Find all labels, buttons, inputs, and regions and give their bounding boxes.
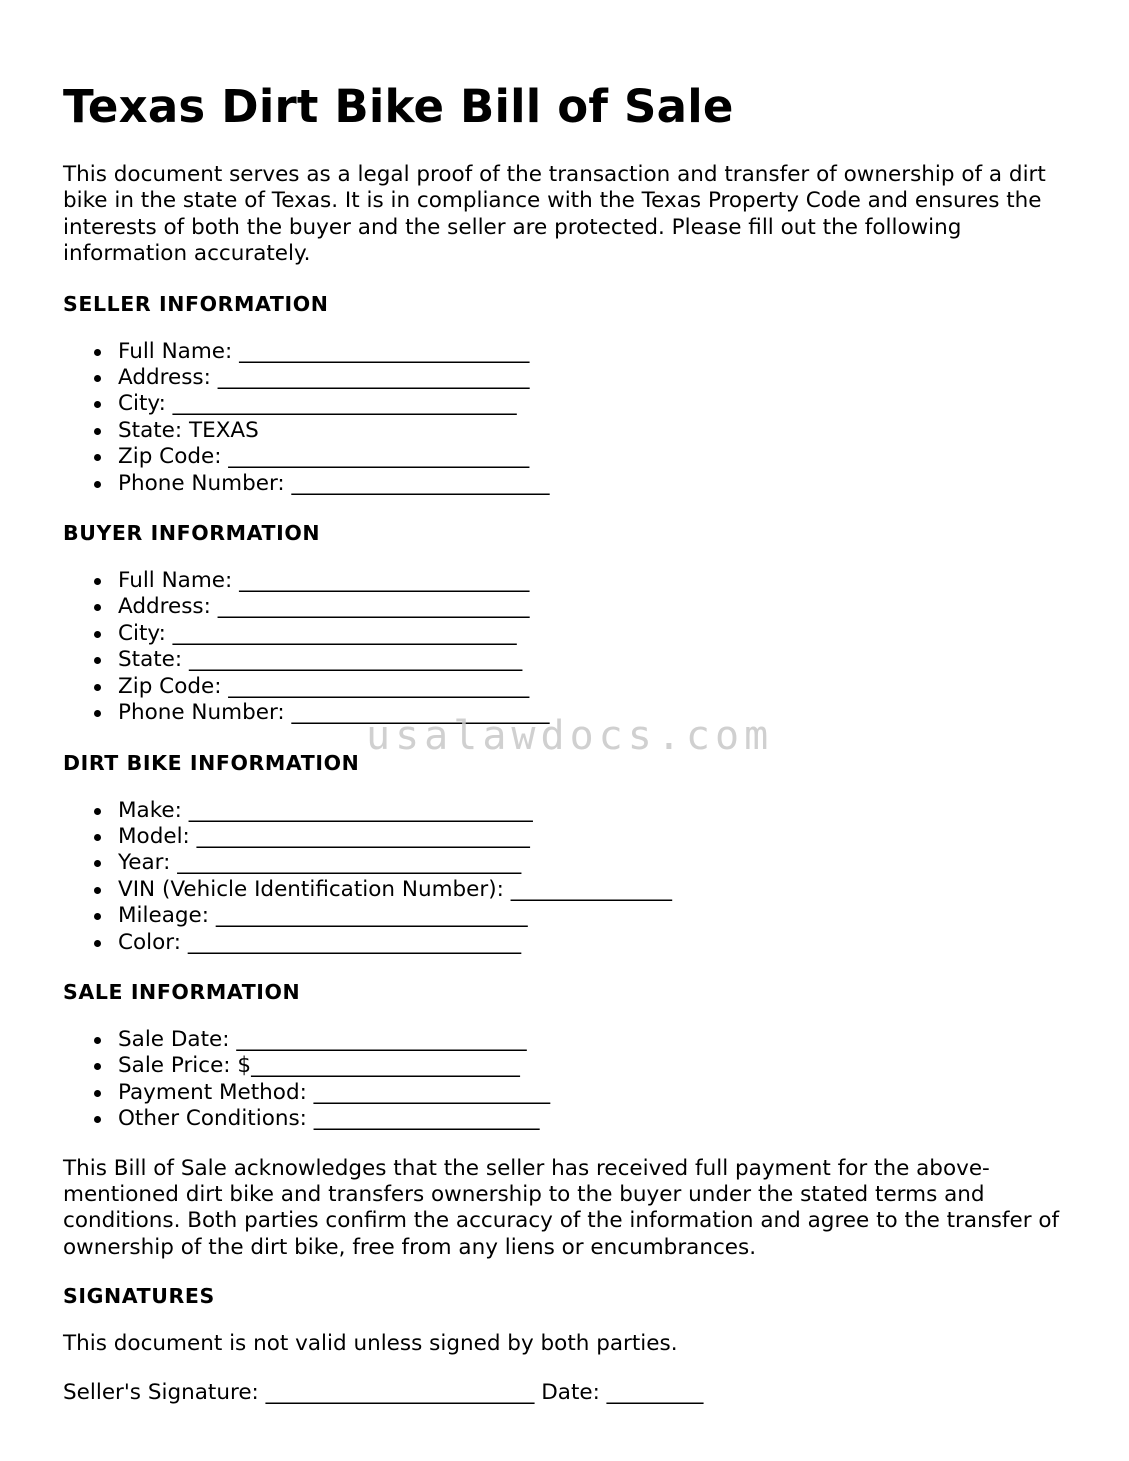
sale-date-field: Sale Date: ___________________________ bbox=[118, 1027, 1073, 1053]
sale-field-list bbox=[63, 1027, 1073, 1133]
signature-notice: This document is not valid unless signed by both parties. bbox=[63, 1331, 678, 1357]
buyer-city-field: City: ________________________________ bbox=[118, 621, 1073, 647]
bike-mileage-field: Mileage: _____________________________ bbox=[118, 903, 1073, 929]
sale-price-field: Sale Price: $_________________________ bbox=[118, 1053, 1073, 1079]
bike-vin-field: VIN (Vehicle Identification Number): _______________ bbox=[118, 877, 1073, 903]
seller-field-list bbox=[63, 339, 1073, 497]
document-title: Texas Dirt Bike Bill of Sale bbox=[63, 80, 734, 133]
watermark: usalawdocs.com bbox=[366, 713, 774, 759]
buyer-full-name-field: Full Name: ___________________________ bbox=[118, 568, 1073, 594]
buyer-zip-field: Zip Code: ____________________________ bbox=[118, 674, 1073, 700]
bike-field-list bbox=[63, 798, 1073, 956]
seller-zip-field: Zip Code: ____________________________ bbox=[118, 444, 1073, 470]
seller-state-field: State: TEXAS bbox=[118, 418, 1073, 444]
seller-full-name-field: Full Name: ___________________________ bbox=[118, 339, 1073, 365]
buyer-section-heading: BUYER INFORMATION bbox=[63, 521, 321, 546]
bike-make-field: Make: ________________________________ bbox=[118, 798, 1073, 824]
bike-year-field: Year: ________________________________ bbox=[118, 850, 1073, 876]
buyer-phone-field: Phone Number: ________________________ bbox=[118, 700, 1073, 726]
bike-section-heading: DIRT BIKE INFORMATION bbox=[63, 750, 360, 775]
other-conditions-field: Other Conditions: _____________________ bbox=[118, 1106, 1073, 1132]
payment-method-field: Payment Method: ______________________ bbox=[118, 1080, 1073, 1106]
bike-model-field: Model: _______________________________ bbox=[118, 824, 1073, 850]
buyer-state-field: State: _______________________________ bbox=[118, 647, 1073, 673]
seller-address-field: Address: _____________________________ bbox=[118, 365, 1073, 391]
seller-signature-line: Seller's Signature: _________________________ Date: _________ bbox=[63, 1379, 704, 1405]
seller-section-heading: SELLER INFORMATION bbox=[63, 291, 329, 316]
sale-section-heading: SALE INFORMATION bbox=[63, 979, 301, 1004]
buyer-address-field: Address: _____________________________ bbox=[118, 594, 1073, 620]
intro-paragraph: This document serves as a legal proof of the transaction and transfer of ownership of a dirt bike in the state of Texas. It is in compliance with the Texas Property Code and ensures the interests of both the buyer and the seller are protected. Please fill out the following information accurately. bbox=[63, 162, 1046, 267]
seller-phone-field: Phone Number: ________________________ bbox=[118, 471, 1073, 497]
seller-city-field: City: ________________________________ bbox=[118, 391, 1073, 417]
closing-paragraph: This Bill of Sale acknowledges that the seller has received full payment for the above-mentioned dirt bike and transfers ownership to the buyer under the stated terms and conditions. Both parties confirm the accuracy of the information and agree to the transfer of ownership of the dirt bike, free from any liens or encumbrances. bbox=[63, 1155, 1060, 1260]
signatures-section-heading: SIGNATURES bbox=[63, 1284, 215, 1309]
bike-color-field: Color: _______________________________ bbox=[118, 930, 1073, 956]
buyer-field-list bbox=[63, 568, 1073, 726]
